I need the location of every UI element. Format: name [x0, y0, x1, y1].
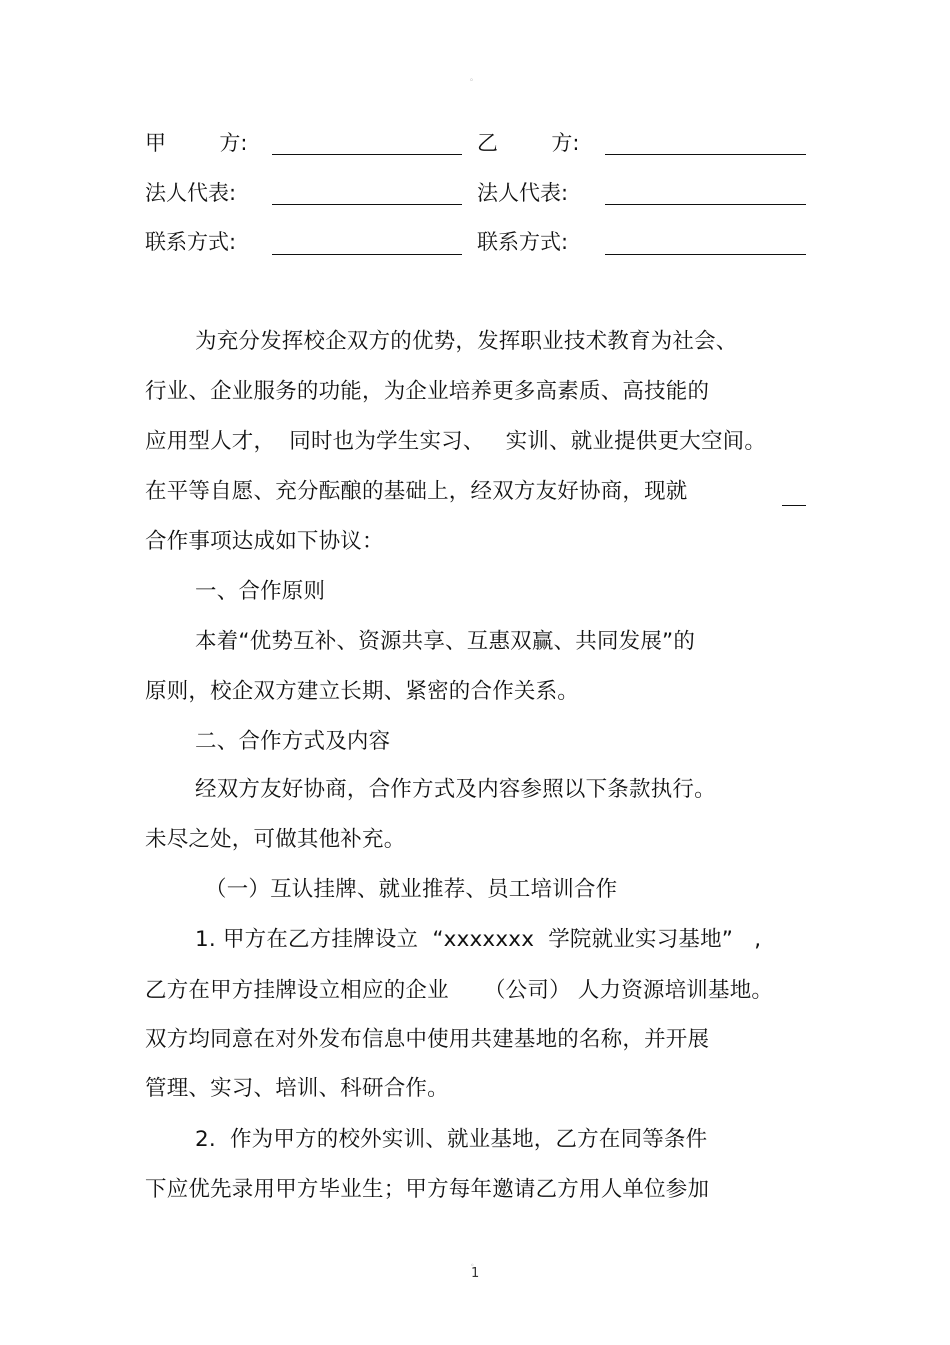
footer-mark: 。 — [471, 1259, 478, 1267]
body-line: 下应优先录用甲方毕业生；甲方每年邀请乙方用人单位参加 — [145, 1177, 710, 1202]
body-line: 未尽之处，可做其他补充。 — [145, 827, 406, 852]
section-heading: 一、合作原则 — [195, 579, 326, 604]
body-line: 乙方在甲方挂牌设立相应的企业 （公司） 人力资源培训基地。 — [145, 978, 774, 1003]
rep-b-blank[interactable] — [605, 204, 806, 205]
header-mark: 。 — [470, 73, 478, 82]
page-number: 1 — [471, 1266, 480, 1281]
party-b-label: 乙 方: — [477, 131, 580, 155]
body-line: 应用型人才， 同时也为学生实习、 实训、就业提供更大空间。 — [145, 429, 767, 454]
cooperation-item-blank[interactable] — [782, 505, 806, 506]
body-line: 原则，校企双方建立长期、紧密的合作关系。 — [145, 679, 580, 704]
party-a-blank[interactable] — [272, 154, 462, 155]
section-heading: 二、合作方式及内容 — [195, 729, 391, 754]
rep-a-label: 法人代表: — [145, 181, 237, 205]
contact-a-label: 联系方式: — [145, 230, 237, 254]
body-line: 本着“优势互补、资源共享、互惠双赢、共同发展”的 — [195, 629, 696, 654]
rep-a-blank[interactable] — [272, 204, 462, 205]
subsection-heading: （一）互认挂牌、就业推荐、员工培训合作 — [205, 877, 618, 902]
rep-b-label: 法人代表: — [477, 181, 569, 205]
body-line: 在平等自愿、充分酝酿的基础上，经双方友好协商，现就 — [145, 479, 688, 504]
body-line: 双方均同意在对外发布信息中使用共建基地的名称，并开展 — [145, 1027, 710, 1052]
contact-b-blank[interactable] — [605, 254, 806, 255]
body-line: 管理、实习、培训、科研合作。 — [145, 1076, 449, 1101]
contact-b-label: 联系方式: — [477, 230, 569, 254]
body-line: 经双方友好协商，合作方式及内容参照以下条款执行。 — [195, 777, 716, 802]
party-a-label: 甲 方: — [145, 131, 248, 155]
body-line: 2. 作为甲方的校外实训、就业基地，乙方在同等条件 — [195, 1127, 708, 1152]
contact-a-blank[interactable] — [272, 254, 462, 255]
body-line: 行业、企业服务的功能，为企业培养更多高素质、高技能的 — [145, 379, 710, 404]
body-line: 合作事项达成如下协议： — [145, 529, 384, 554]
party-b-blank[interactable] — [605, 154, 806, 155]
body-line: 为充分发挥校企双方的优势，发挥职业技术教育为社会、 — [195, 329, 738, 354]
body-line: 1. 甲方在乙方挂牌设立 “xxxxxxx 学院就业实习基地” , — [195, 927, 762, 952]
